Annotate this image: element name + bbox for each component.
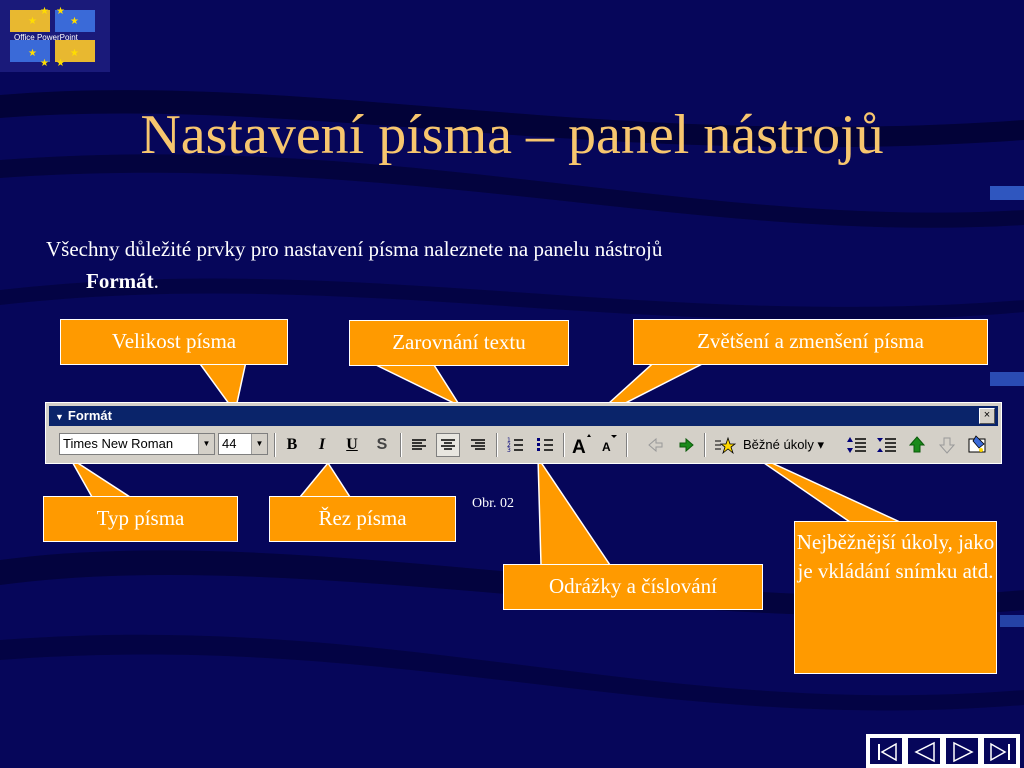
chevron-down-icon[interactable]: ▼: [251, 434, 267, 454]
decrease-font-size-button[interactable]: [597, 433, 621, 457]
common-tasks-label: Běžné úkoly: [743, 437, 814, 452]
format-toolbar: [45, 402, 1002, 464]
bullets-button[interactable]: [533, 433, 557, 457]
arrow-right-icon: [674, 433, 698, 457]
shrink-font-icon: [597, 433, 621, 457]
bulleted-list-icon: [533, 433, 557, 457]
svg-text:★: ★: [28, 16, 37, 27]
svg-text:A: A: [572, 437, 586, 457]
svg-text:★: ★: [40, 6, 49, 17]
slide-body-text: [46, 233, 946, 297]
align-left-button[interactable]: [407, 433, 431, 457]
svg-text:3: 3: [507, 447, 511, 454]
align-right-icon: [466, 433, 490, 457]
body-period: .: [153, 269, 159, 293]
move-down-arrow-button[interactable]: [935, 433, 959, 457]
toolbar-separator: [400, 433, 402, 457]
increase-font-size-button[interactable]: [570, 433, 594, 457]
star-effects-icon: [712, 433, 736, 457]
toolbar-titlebar[interactable]: [49, 406, 998, 426]
svg-text:★: ★: [56, 58, 65, 69]
chevron-down-icon[interactable]: ▼: [198, 434, 214, 454]
expand-button[interactable]: [875, 433, 899, 457]
toolbar-buttons-row: [52, 430, 997, 460]
svg-text:★: ★: [40, 58, 49, 69]
slide-design-button[interactable]: [965, 433, 989, 457]
office-powerpoint-logo: [0, 0, 110, 72]
underline-button[interactable]: U: [346, 436, 358, 453]
demote-button[interactable]: [674, 433, 698, 457]
shadow-button[interactable]: S: [376, 436, 388, 453]
svg-text:★: ★: [70, 16, 79, 27]
slide-navigation: [866, 734, 1020, 768]
chevron-down-icon: ▾: [817, 437, 824, 452]
svg-text:★: ★: [70, 48, 79, 59]
first-slide-button[interactable]: [869, 737, 903, 765]
previous-icon: [908, 738, 942, 766]
align-right-button[interactable]: [466, 433, 490, 457]
numbering-button[interactable]: [503, 433, 527, 457]
align-center-button[interactable]: [436, 433, 460, 457]
next-icon: [946, 738, 980, 766]
italic-button[interactable]: I: [318, 436, 326, 453]
move-up-icon: [845, 433, 869, 457]
toolbar-menu-arrow-icon[interactable]: ▼: [55, 412, 64, 422]
skip-to-end-icon: [984, 738, 1018, 766]
callout-font-type: Typ písma: [43, 496, 238, 542]
common-tasks-dropdown[interactable]: [743, 433, 824, 457]
last-slide-button[interactable]: [983, 737, 1017, 765]
skip-to-start-icon: [870, 738, 904, 766]
bold-button[interactable]: B: [286, 436, 298, 453]
promote-button[interactable]: [644, 433, 668, 457]
design-paint-icon: [965, 433, 989, 457]
animation-effects-button[interactable]: [712, 433, 736, 457]
expand-all-icon: [875, 433, 899, 457]
callout-font-size: Velikost písma: [60, 319, 288, 365]
grow-font-icon: [570, 433, 594, 457]
body-line-2: [46, 265, 946, 297]
svg-text:★: ★: [28, 48, 37, 59]
svg-text:2: 2: [507, 442, 511, 449]
figure-label: Obr. 02: [472, 496, 514, 511]
arrow-left-icon: [644, 433, 668, 457]
move-up-button[interactable]: [845, 433, 869, 457]
numbered-list-icon: [503, 433, 527, 457]
previous-slide-button[interactable]: [907, 737, 941, 765]
next-slide-button[interactable]: [945, 737, 979, 765]
font-name-dropdown[interactable]: [59, 433, 215, 455]
font-size-dropdown[interactable]: [218, 433, 268, 455]
body-line-1: Všechny důležité prvky pro nastavení písma naleznete na panelu nástrojů: [46, 237, 663, 261]
callout-grow-shrink-font: Zvětšení a zmenšení písma: [633, 319, 988, 365]
toolbar-separator: [274, 433, 276, 457]
align-left-icon: [407, 433, 431, 457]
toolbar-separator: [496, 433, 498, 457]
arrow-down-icon: [935, 433, 959, 457]
callout-text-alignment: Zarovnání textu: [349, 320, 569, 366]
font-size-value: 44: [222, 436, 237, 451]
svg-text:★: ★: [56, 6, 65, 17]
body-bold-toolbar-name: Formát: [86, 269, 154, 293]
slide-title: Nastavení písma – panel nástrojů: [140, 104, 884, 166]
arrow-up-icon: [905, 433, 929, 457]
logo-text: Office PowerPoint: [14, 33, 78, 42]
callout-font-style: Řez písma: [269, 496, 456, 542]
font-name-value: Times New Roman: [63, 436, 174, 451]
svg-text:1: 1: [507, 437, 511, 444]
toolbar-separator: [704, 433, 706, 457]
toolbar-close-button[interactable]: ×: [979, 408, 995, 424]
toolbar-separator: [563, 433, 565, 457]
align-center-icon: [437, 434, 459, 456]
toolbar-separator: [626, 433, 628, 457]
svg-text:A: A: [602, 440, 611, 454]
callout-common-tasks: Nejběžnější úkoly, jako je vkládání snímku atd.: [794, 521, 997, 674]
move-up-arrow-button[interactable]: [905, 433, 929, 457]
callout-bullets-numbering: Odrážky a číslování: [503, 564, 763, 610]
toolbar-title: Formát: [67, 408, 112, 423]
